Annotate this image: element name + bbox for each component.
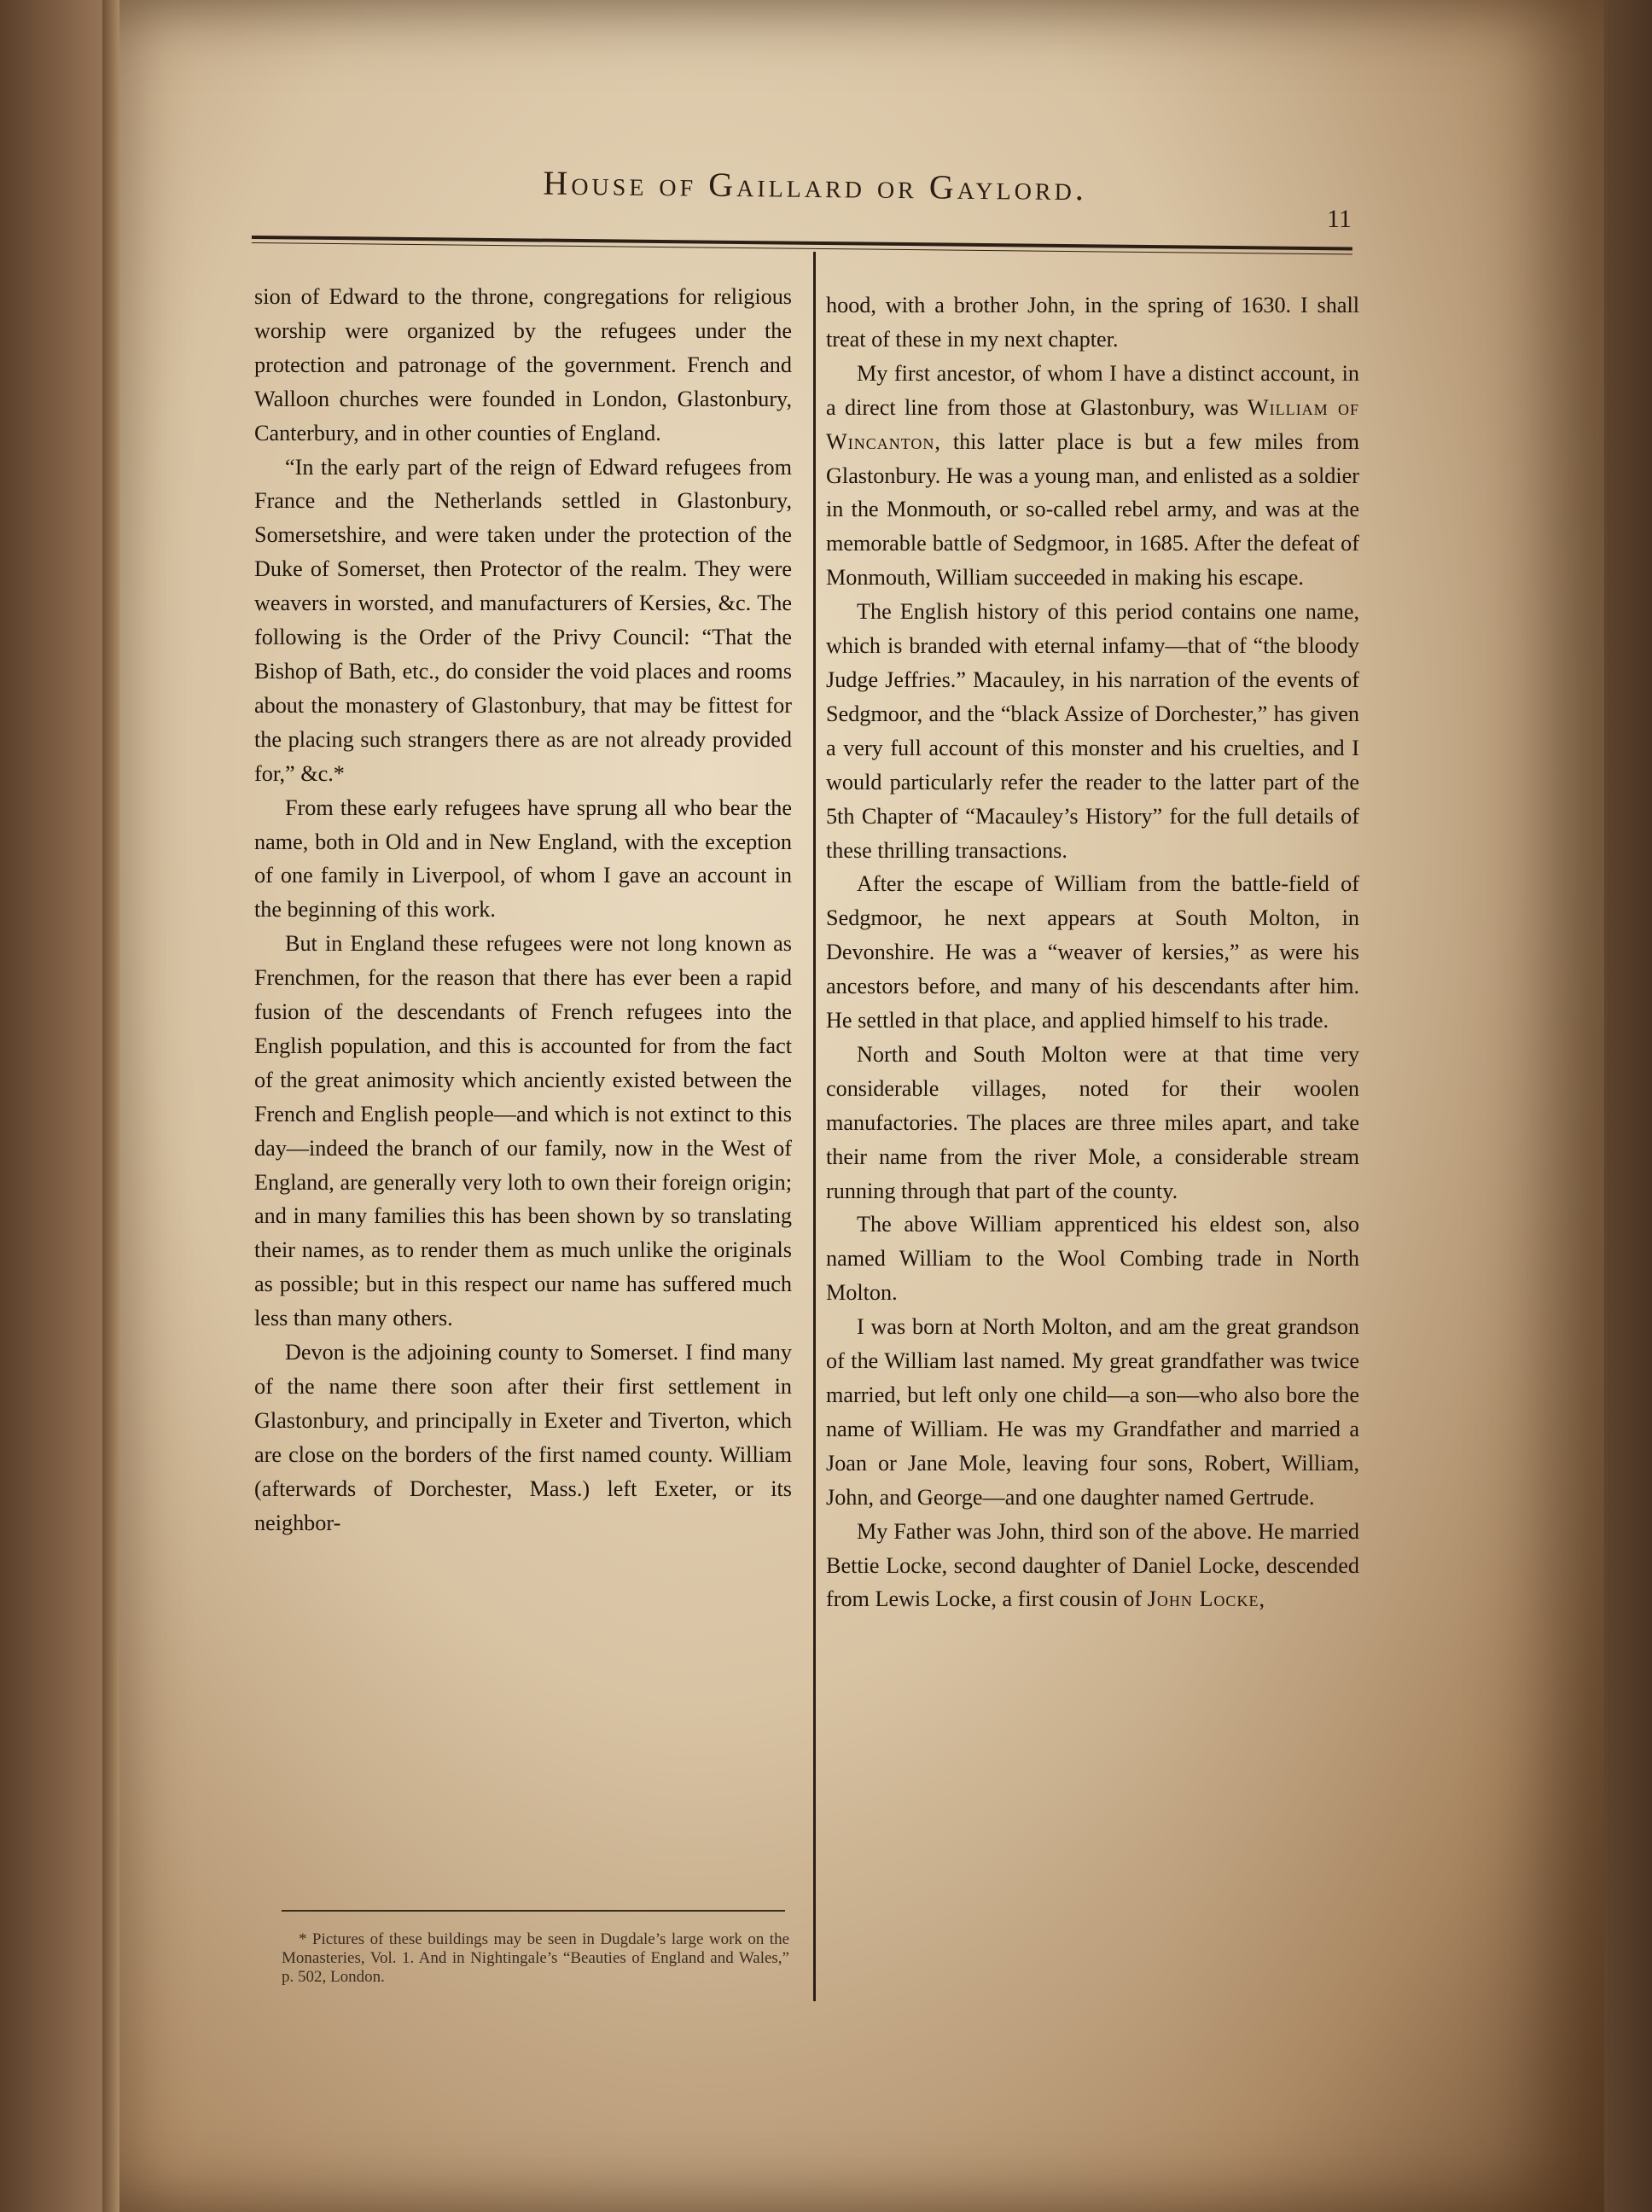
john-locke-name: John Locke (1147, 1586, 1259, 1612)
footnote: * Pictures of these buildings may be seen in Dugdale’s large work on the Monasteries, Vol. 1. And in Nightingale’s “Beauties of England and Wales,” p. 502, London. (282, 1930, 789, 1986)
page-gutter-edge (102, 0, 119, 2212)
running-header: House of Gaillard or Gaylord. (543, 163, 1088, 208)
ancestor-name: William of Wincanton (826, 394, 1359, 454)
page-number: 11 (1327, 205, 1352, 233)
footnote-rule (282, 1910, 785, 1912)
right-paragraph-5: North and South Molton were at that time very considerable villages, noted for their woolen manufactories. The places are three miles apart, and take their name from the river Mole, a considerable stream running through that part of the county. (826, 1041, 1359, 1203)
left-paragraph-3: From these early refugees have sprung all who bear the name, both in Old and in New England, with the exception of one family in Liverpool, of whom I gave an account in the beginning of this work. (254, 795, 792, 923)
right-paragraph-8-text-a: My Father was John, third son of the above. He married Bettie Locke, second daughter of Daniel Locke, descended from Lewis Locke, a first cousin of (826, 1518, 1359, 1612)
left-column (254, 280, 792, 1540)
right-paragraph-8-text-b: , (1259, 1586, 1265, 1612)
right-paragraph-2-text-a: My first ancestor, of whom I have a distinct account, in a direct line from those at Glastonbury, was (826, 360, 1359, 420)
right-column (826, 288, 1359, 1616)
left-paragraph-1: sion of Edward to the throne, congregations for religious worship were organized by the refugees under the protection and patronage of the government. French and Walloon churches were founded in London, Glastonbury, Canterbury, and in other counties of England. (254, 284, 792, 445)
right-paragraph-2 (826, 357, 1359, 595)
left-paragraph-2: “In the early part of the reign of Edward refugees from France and the Netherlands settled in Glastonbury, Somersetshire, and were taken under the protection of the Duke of Somerset, then Protector of the realm. They were weavers in worsted, and manufacturers of Kersies, &c. The following is the Order of the Privy Council: “That the Bishop of Bath, etc., do consider the void places and rooms about the monastery of Glastonbury, that may be fittest for the placing such strangers there as are not already provided for,” &c.* (254, 454, 792, 786)
right-paragraph-6: The above William apprenticed his eldest son, also named William to the Wool Combing trade in North Molton. (826, 1212, 1359, 1306)
right-paragraph-1: hood, with a brother John, in the spring of 1630. I shall treat of these in my next chapter. (826, 293, 1359, 352)
right-paragraph-4: After the escape of William from the battle-field of Sedgmoor, he next appears at South Molton, in Devonshire. He was a “weaver of kersies,” as were his ancestors before, and many of his descendants after him. He settled in that place, and applied himself to his trade. (826, 871, 1359, 1033)
right-paragraph-7: I was born at North Molton, and am the great grandson of the William last named. My great grandfather was twice married, but left only one child—a son—who also bore the name of William. He was my Grandfather and married a Joan or Jane Mole, leaving four sons, Robert, William, John, and George—and one daughter named Gertrude. (826, 1314, 1359, 1510)
left-paragraph-5: Devon is the adjoining county to Somerset. I find many of the name there soon after their first settlement in Glastonbury, and principally in Exeter and Tiverton, which are close on the borders of the first named county. William (afterwards of Dorchester, Mass.) left Exeter, or its neighbor- (254, 1340, 792, 1535)
column-divider (813, 252, 816, 2001)
right-paragraph-3: The English history of this period contains one name, which is branded with eternal infamy—that of “the bloody Judge Jeffries.” Macauley, in his narration of the events of Sedgmoor, and the “black Assize of Dorchester,” has given a very full account of this monster and his cruelties, and I would particularly refer the reader to the latter part of the 5th Chapter of “Macauley’s History” for the full details of these thrilling transactions. (826, 599, 1359, 863)
left-paragraph-4: But in England these refugees were not long known as Frenchmen, for the reason that there has ever been a rapid fusion of the descendants of French refugees into the English population, and this is accounted for from the fact of the great animosity which anciently existed between the French and English people—and which is not extinct to this day—indeed the branch of our family, now in the West of England, are generally very loth to own their foreign origin; and in many families this has been shown by so translating their names, as to render them as much unlike the originals as possible; but in this respect our name has suffered much less than many others. (254, 931, 792, 1331)
right-paragraph-2-text-b: , this latter place is but a few miles from Glastonbury. He was a young man, and enlisted as a soldier in the Monmouth, or so-called rebel army, and was at the memorable battle of Sedgmoor, in 1685. After the defeat of Monmouth, William succeeded in making his escape. (826, 428, 1359, 591)
right-paragraph-8 (826, 1515, 1359, 1617)
